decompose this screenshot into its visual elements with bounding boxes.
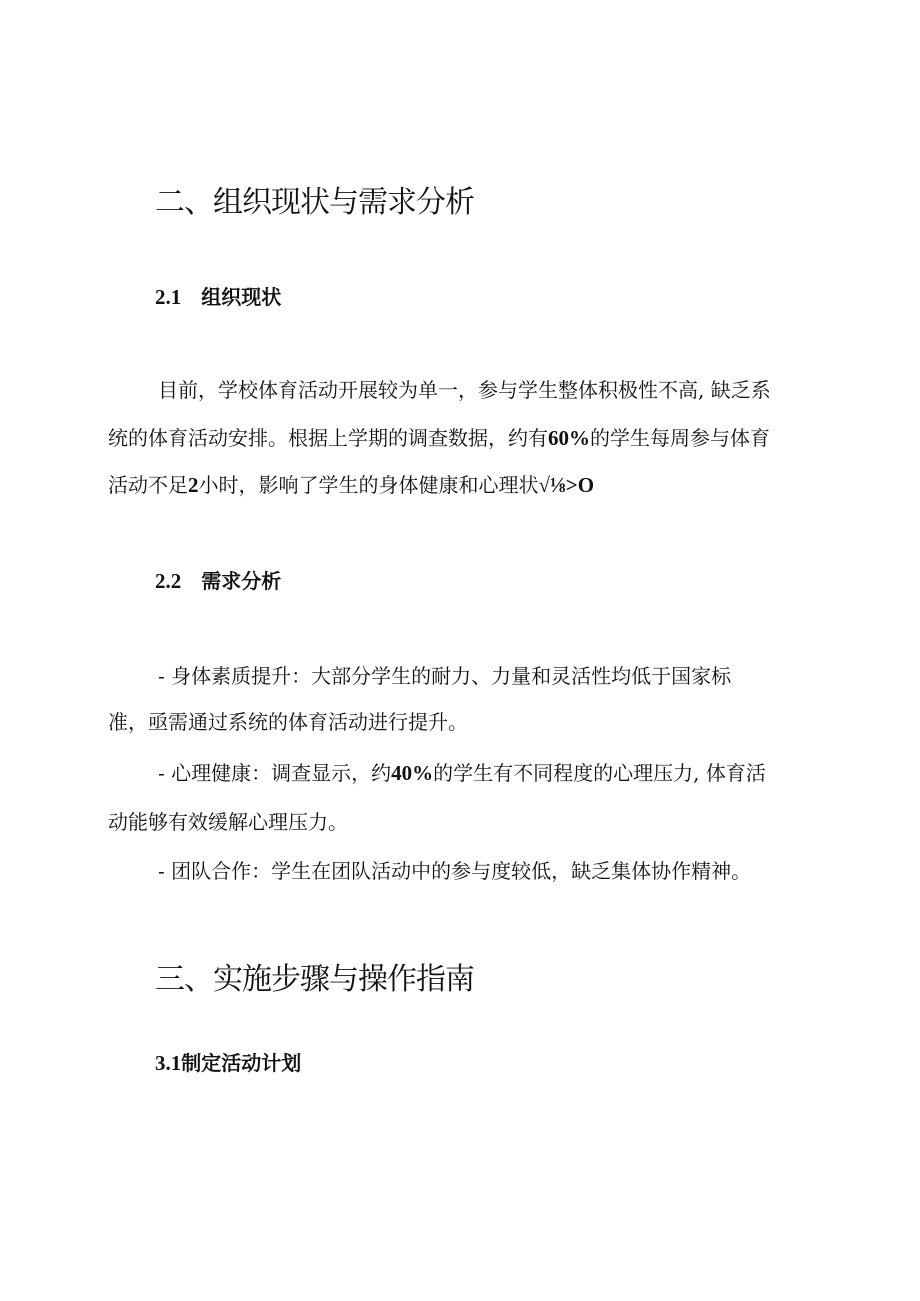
subsection-3-1-number: 3.1: [155, 1051, 182, 1075]
garbled-text: √⅛>O: [538, 473, 595, 497]
paragraph-2-1-line-2: [108, 424, 770, 452]
paragraph-2-1-line-2-text-b: 的学生每周参与体育: [590, 426, 770, 450]
subsection-3-1-heading: [155, 1049, 301, 1077]
section-3-heading: 三、实施步骤与操作指南: [155, 962, 474, 997]
section-2-heading: 二、组织现状与需求分析: [155, 185, 474, 220]
subsection-2-1-number: 2.1: [155, 285, 182, 309]
list-item-team-line-1: - 团队合作：学生在团队活动中的参与度较低，缺乏集体协作精神。: [158, 859, 752, 883]
paragraph-2-1-line-3-text-b: 小时，影响了学生的身体健康和心理状: [198, 473, 539, 497]
list-item-mental-text-b: 的学生有不同程度的心理压力, 体育活: [433, 761, 766, 785]
list-item-mental-line-2: 动能够有效缓解心理压力。: [108, 810, 348, 834]
paragraph-2-1-line-2-text-a: 统的体育活动安排。根据上学期的调查数据，约有: [108, 426, 548, 450]
paragraph-2-1-line-3-text-a: 活动不足: [108, 473, 188, 497]
paragraph-2-1-line-1-text: 目前，学校体育活动开展较为单一，参与学生整体积极性不高, 缺乏系: [158, 378, 771, 402]
subsection-2-2-number: 2.2: [155, 569, 182, 593]
subsection-3-1-title: 制定活动计划: [181, 1051, 302, 1075]
stat-2-hours: 2: [188, 473, 199, 497]
list-item-physical-line-1: - 身体素质提升：大部分学生的耐力、力量和灵活性均低于国家标: [158, 664, 732, 688]
list-item-mental-line-1: [158, 759, 766, 787]
paragraph-2-1-line-3: [108, 471, 594, 499]
subsection-2-2-heading: [155, 567, 281, 595]
stat-40-percent: 40%: [391, 761, 434, 785]
subsection-2-2-title: 需求分析: [201, 569, 282, 593]
subsection-2-1-title: 组织现状: [201, 285, 282, 309]
list-item-mental-text-a: - 心理健康：调查显示，约: [158, 761, 392, 785]
stat-60-percent: 60%: [548, 426, 590, 450]
paragraph-2-1-line-1: [158, 376, 771, 404]
list-item-physical-line-2: 准，亟需通过系统的体育活动进行提升。: [108, 710, 468, 734]
subsection-2-1-heading: [155, 283, 281, 311]
